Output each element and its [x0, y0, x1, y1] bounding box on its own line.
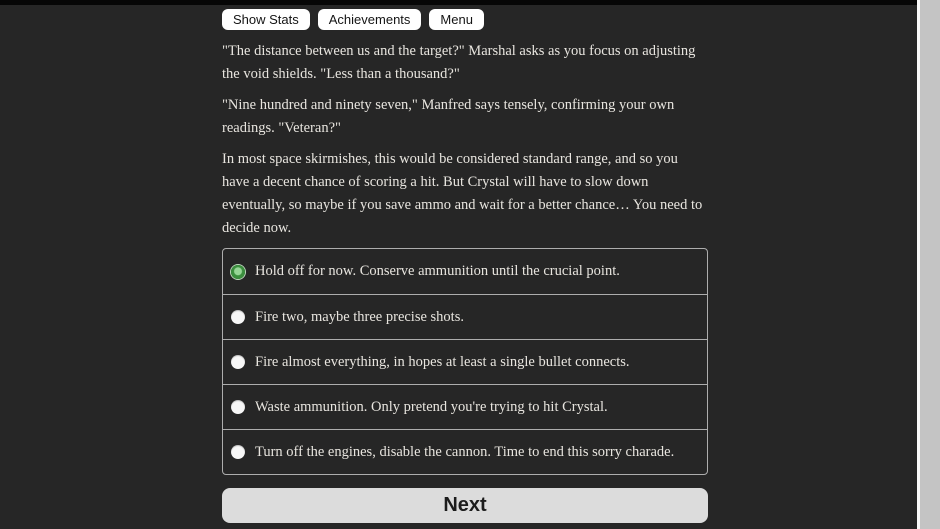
choice-option-1[interactable] — [223, 249, 707, 294]
choice-option-5[interactable] — [223, 429, 707, 474]
story-paragraph-2: "Nine hundred and ninety seven," Manfred says tensely, confirming your own readings. "Veteran?" — [222, 97, 675, 136]
scrollbar-thumb[interactable] — [920, 0, 940, 529]
choice-option-3[interactable] — [223, 339, 707, 384]
menu-button[interactable]: Menu — [429, 9, 484, 30]
radio-button-icon[interactable] — [231, 400, 245, 414]
choice-option-label: Hold off for now. Conserve ammunition until the crucial point. — [255, 263, 620, 279]
achievements-button[interactable]: Achievements — [318, 9, 422, 30]
choice-option-label: Fire two, maybe three precise shots. — [255, 308, 464, 325]
toolbar — [222, 9, 708, 30]
choice-option-label: Waste ammunition. Only pretend you're trying to hit Crystal. — [255, 398, 608, 415]
scrollbar[interactable] — [917, 0, 940, 529]
story-paragraph-1: "The distance between us and the target?" Marshal asks as you focus on adjusting the void shields. "Less than a thousand?" — [222, 43, 696, 82]
choice-option-2[interactable] — [223, 294, 707, 339]
radio-button-icon[interactable] — [231, 445, 245, 459]
radio-button-icon[interactable] — [231, 310, 245, 324]
next-button[interactable]: Next — [222, 488, 708, 523]
radio-button-icon[interactable] — [231, 355, 245, 369]
choice-option-label: Turn off the engines, disable the cannon. Time to end this sorry charade. — [255, 443, 675, 460]
choice-list — [222, 248, 708, 475]
choice-option-4[interactable] — [223, 384, 707, 429]
game-content — [222, 5, 708, 523]
choice-option-label: Fire almost everything, in hopes at least a single bullet connects. — [255, 353, 630, 370]
story-text — [222, 40, 708, 240]
show-stats-button[interactable]: Show Stats — [222, 9, 310, 30]
story-paragraph-3: In most space skirmishes, this would be considered standard range, and so you have a decent chance of scoring a hit. But Crystal will have to slow down eventually, so maybe if you save ammo and wait for a better chance… You need to decide now. — [222, 151, 703, 236]
radio-button-icon[interactable] — [231, 265, 245, 279]
